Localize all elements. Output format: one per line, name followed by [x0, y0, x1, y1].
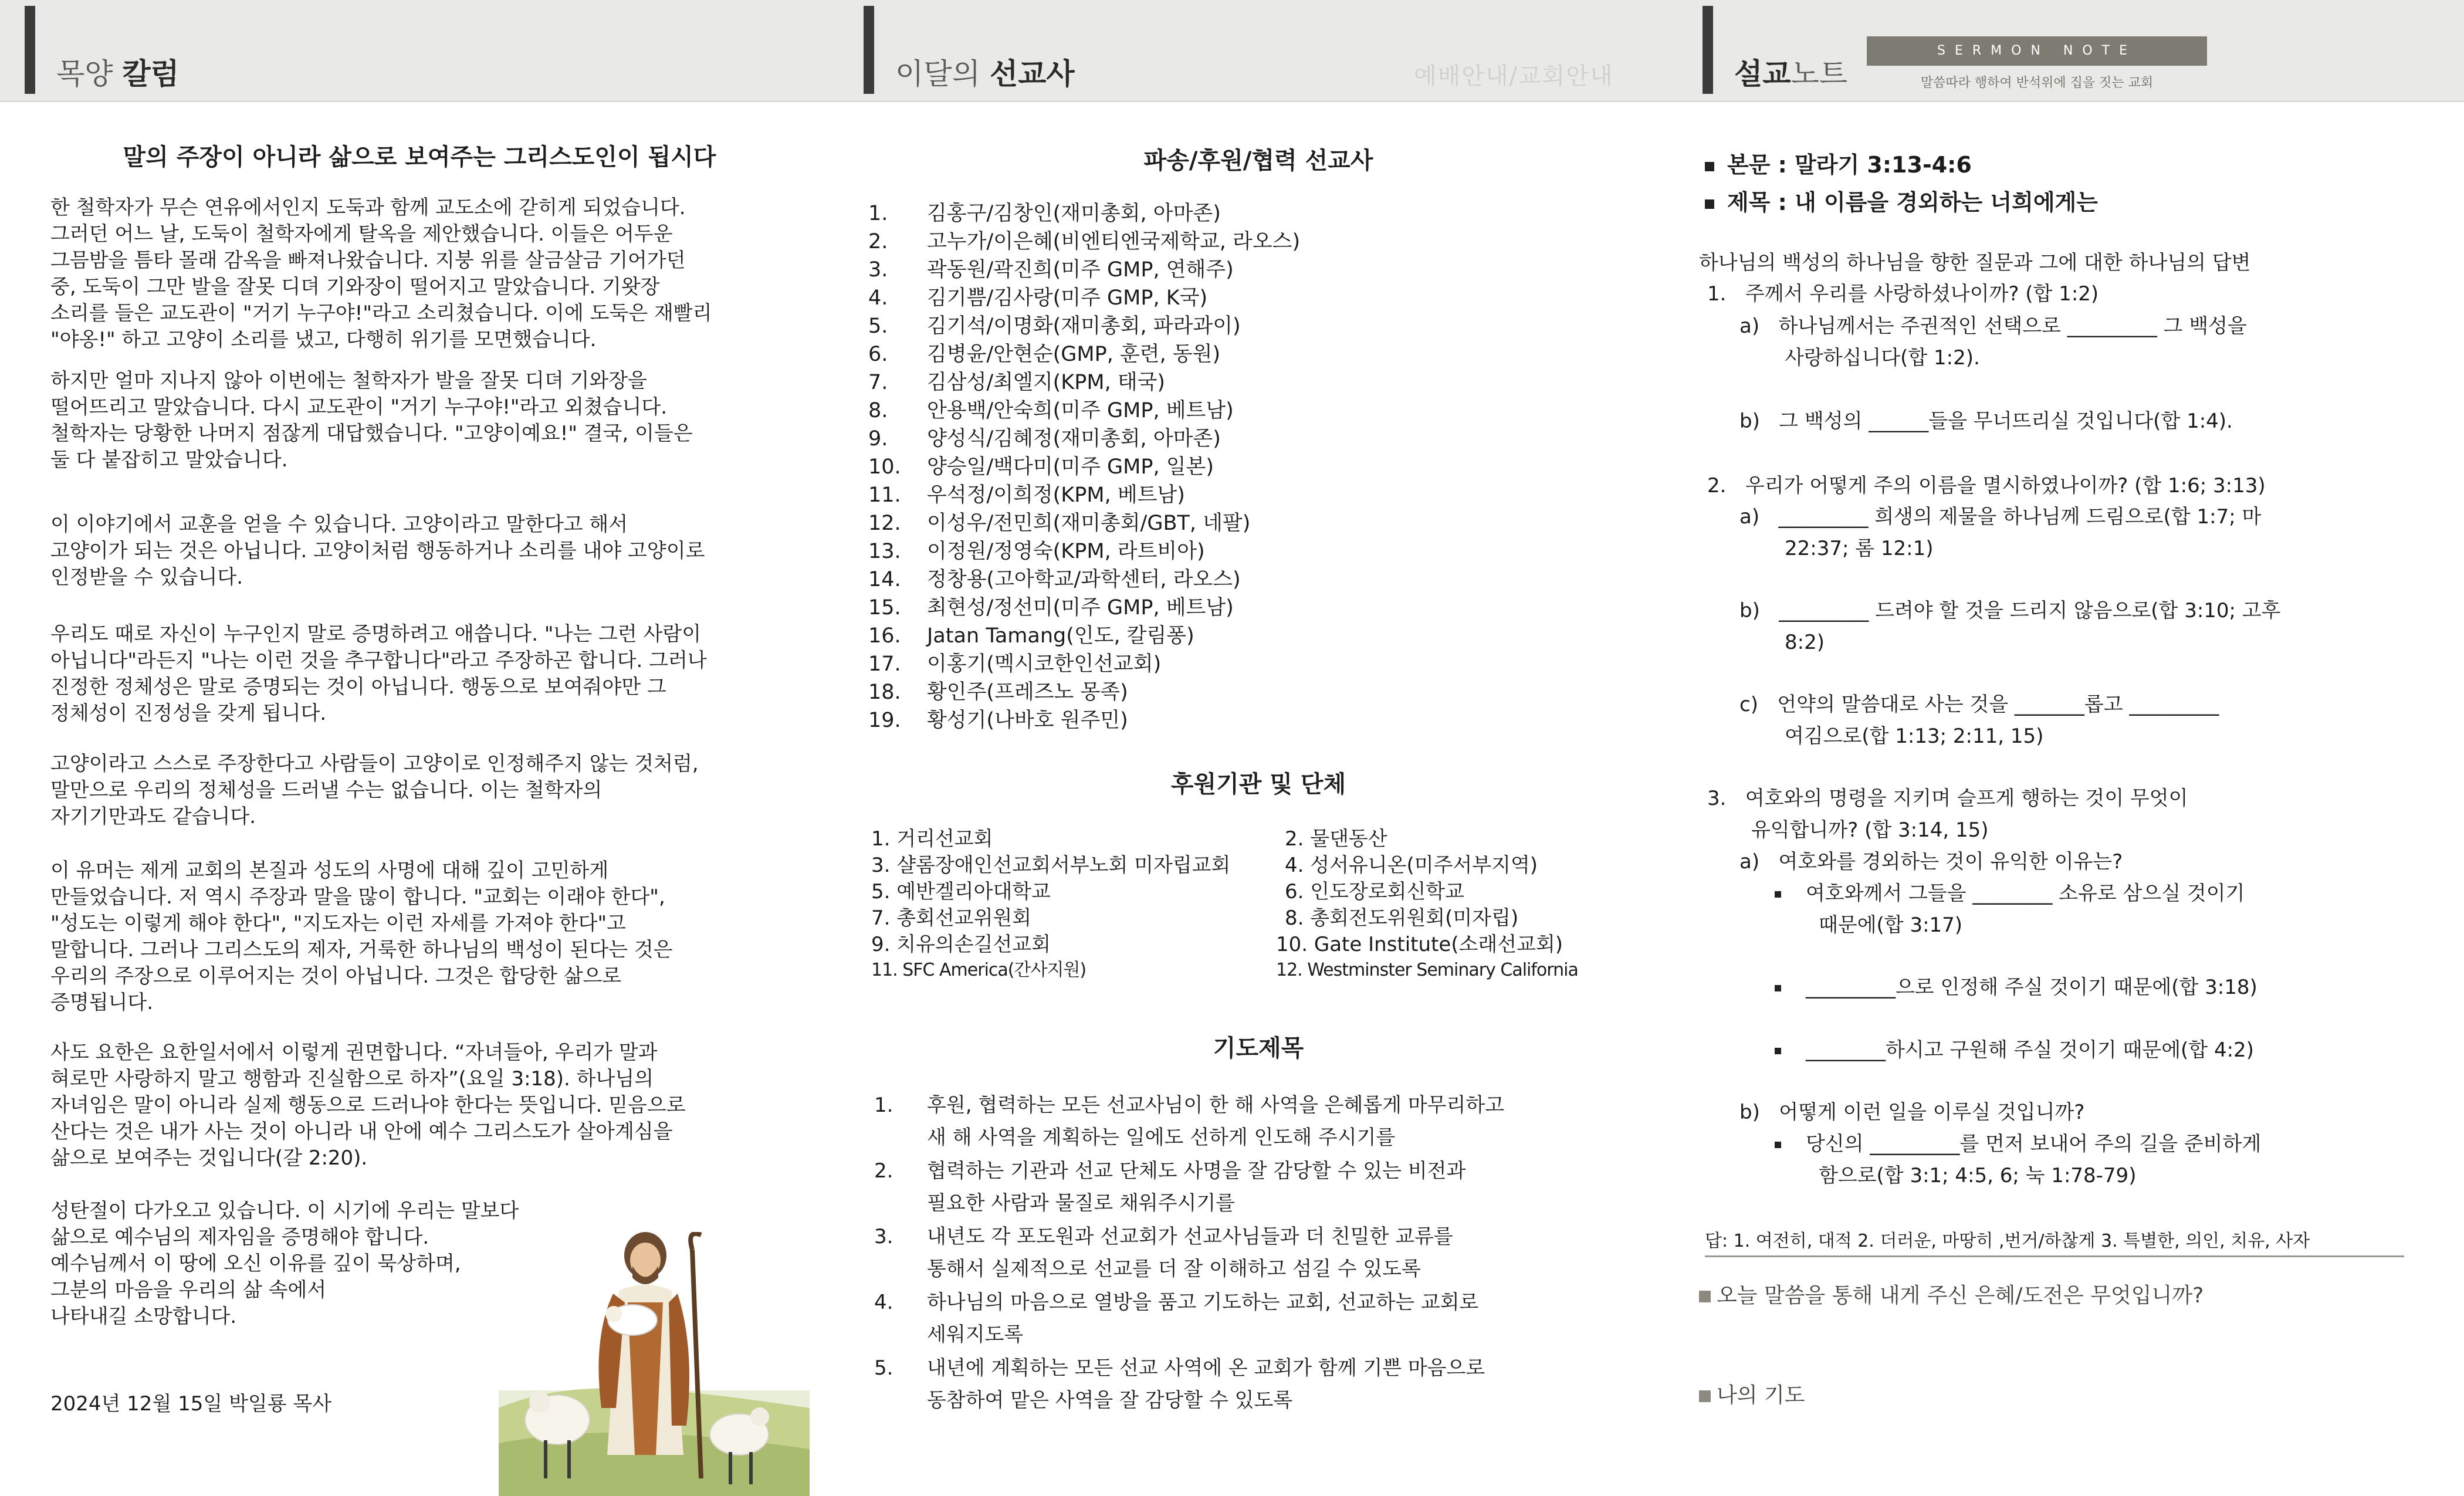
header-prefix: 이달의 — [895, 57, 980, 91]
column-paragraph: 사도 요한은 요한일서에서 이렇게 권면합니다. “자녀들아, 우리가 말과 혀로만 사랑하지 말고 행함과 진실함으로 하자”(요일 3:18). 하나님의 자녀임은 말이 아니라 실제 행동으로 드러나야 한다는 뜻입니다. 믿음으로 산다는 것은 내가 사는 것이 아니라 내 안에 예수 그리스도가 살아계심을 삶으로 보여주는 것입니다(갈 2:20). — [50, 1041, 686, 1170]
q2-b: b) _________ 드려야 할 것을 드리지 않음으로(합 3:10; 고후 — [1739, 599, 2281, 622]
missions-body: 파송/후원/협력 선교사 1. 김홍구/김창인(재미총회, 아마존) 2. 고누가/이은혜(비엔티엔국제학교, 라오스) 3. 곽동원/곽진희(미주 GMP, 연해주) 4. 김기쁨/김사랑(미주 GMP, K국) 5. 김기석/이명화(재미총회, 파라과이) 6. 김병윤/안현순(GMP, 훈련, 동원) 7. 김삼성/최엘지(KPM, 태국) 8. 안용백/안숙희(미주 GMP, 베트남) 9. 양성식/김혜정(재미총회, 아마존) 10. 양승일/백다미(미주 GMP, 일본) 11. 우석정/이희정(KPM, 베트남) 12. 이성우/전민희(재미총회/GBT, 네팔) 13. 이정원/정영숙(KPM, 라트비아) 14. 정창용(고아학교/과학센터, 라오스) 15. 최현성/정선미(미주 GMP, 베트남) 16. Jatan Tamang(인도, 칼림퐁) 17. 이홍기(멕시코한인선교회) 18. 황인주(프레즈노 몽족) 19. 황성기(나바호 원주민) 후원기관 및 단체 1. 거리선교회 3. 샬롬장애인선교회서부노회 미자립교회 5. 예반겔리아대학교 7. 총회선교위원회 9. 치유의손길선교회 11. SFC America(간사지원) 2. 물댄동산 4. 성서유니온(미주서부지역) 6. 인도장로회신학교 8. 총회전도위원회(미자립) 10. Gate Institute(소래선교회) 12. Westminster Seminary California 기도제목 1. 후원, 협력하는 모든 선교사님이 한 해 사역을 은혜롭게 마무리하고 새 해 사역을 계획하는 일에도 선하게 인도해 주시기를 2. 협력하는 기관과 선교 단체도 사명을 잘 감당할 수 있는 비전과 필요한 사람과 물질로 채워주시기를 3. 내년도 각 포도원과 선교회가 선교사님들과 더 친밀한 교류를 통해서 실제적으로 선교를 더 잘 이해하고 섬길 수 있도록 4. 하나님의 마음으로 열방을 품고 기도하는 교회, 선교하는 교회로 세워지도록 5. 내년에 계획하는 모든 선교 사역에 온 교회가 함께 기쁜 마음으로 동참하여 맡은 사역을 잘 감당할 수 있도록 — [839, 101, 1678, 1496]
sermon-header-title — [1734, 50, 1847, 93]
bullet-square-icon — [1775, 891, 1781, 898]
header-bold: 칼럼 — [122, 57, 180, 91]
sermon-intro: 하나님의 백성의 하나님을 향한 질문과 그에 대한 하나님의 답변 — [1699, 251, 2251, 275]
q1-a-cont: 사랑하십니다(합 1:2). — [1785, 346, 1980, 370]
q3-a-item-3: ________하시고 구원해 주실 것이기 때문에(합 4:2) — [1775, 1035, 2254, 1065]
q3-b-item-1-cont: 함으로(합 3:1; 4:5, 6; 눅 1:78-79) — [1819, 1164, 2137, 1187]
support-item: 7. 총회선교위원회 — [871, 906, 1032, 930]
bullet-square-icon — [1699, 1390, 1711, 1402]
support-item: 9. 치유의손길선교회 — [871, 933, 1051, 956]
column-paragraph: 이 이야기에서 교훈을 얻을 수 있습니다. 고양이라고 말한다고 해서 고양이가 되는 것은 아닙니다. 고양이처럼 행동하거나 소리를 내야 고양이로 인정받을 수 있습니다. — [50, 513, 705, 589]
column-paragraph: 하지만 얼마 지나지 않아 이번에는 철학자가 발을 잘못 디뎌 기와장을 떨어뜨리고 말았습니다. 다시 교도관이 "거기 누구야!"라고 외쳤습니다. 철학자는 당황한 나머지 점잖게 대답했습니다. "고양이예요!" 결국, 이들은 둘 다 붙잡히고 말았습니다. — [50, 369, 693, 472]
my-prayer-label: 나의 기도 — [1699, 1379, 1805, 1409]
missions-header — [839, 0, 1678, 102]
column-title: 말의 주장이 아니라 삶으로 보여주는 그리스도인이 됩시다 — [123, 144, 716, 171]
support-item: 1. 거리선교회 — [871, 827, 993, 851]
header-accent-bar — [25, 6, 35, 94]
q2-a: a) _________ 희생의 제물을 하나님께 드림으로(합 1:7; 마 — [1739, 505, 2262, 529]
prayer-section-title: 기도제목 — [1213, 1035, 1304, 1062]
shepherd-illustration — [499, 1232, 810, 1496]
sermon-header — [1678, 0, 2464, 102]
missions-header-title — [895, 50, 1075, 93]
header-accent-bar — [1703, 6, 1713, 94]
header-prefix: 목양 — [56, 57, 113, 91]
church-motto: 말씀따라 행하여 반석위에 집을 짓는 교회 — [1920, 76, 2154, 90]
q3-a-item-1: 여호와께서 그들을 ________ 소유로 삼으실 것이기 — [1775, 878, 2245, 909]
column-paragraph: 고양이라고 스스로 주장한다고 사람들이 고양이로 인정해주지 않는 것처럼, 말만으로 우리의 정체성을 드러낼 수는 없습니다. 이는 철학자의 자기기만과도 같습니다. — [50, 752, 699, 828]
header-bold: 설교 — [1734, 57, 1791, 91]
pastoral-column-panel — [0, 0, 839, 1496]
q3-a-item-2: _________으로 인정해 주실 것이기 때문에(합 3:18) — [1775, 972, 2257, 1003]
support-item: 8. 총회전도위원회(미자립) — [1285, 906, 1519, 930]
bullet-square-icon — [1705, 162, 1714, 171]
scripture-line: 본문 : 말라기 3:13-4:6 — [1705, 147, 1972, 179]
support-item: 3. 샬롬장애인선교회서부노회 미자립교회 — [871, 854, 1231, 877]
support-item: 12. Westminster Seminary California — [1276, 960, 1578, 980]
header-accent-bar — [864, 6, 874, 94]
question-3: 3. 여호와의 명령을 지키며 슬프게 행하는 것이 무엇이 — [1707, 787, 2188, 810]
reflection-prompt: 오늘 말씀을 통해 내게 주신 은혜/도전은 무엇입니까? — [1699, 1279, 2204, 1309]
sermon-note-panel — [1678, 0, 2464, 1496]
support-item: 11. SFC America(간사지원) — [871, 960, 1087, 980]
bullet-square-icon — [1775, 1048, 1781, 1054]
support-item: 4. 성서유니온(미주서부지역) — [1285, 854, 1538, 877]
missionary-section-title: 파송/후원/협력 선교사 — [1143, 147, 1373, 174]
column-header — [0, 0, 839, 102]
q3-a: a) 여호와를 경외하는 것이 유익한 이유는? — [1739, 850, 2123, 874]
answer-divider — [1705, 1255, 2404, 1257]
header-suffix: 노트 — [1791, 57, 1848, 91]
sermon-body — [1678, 101, 2464, 1496]
q1-b: b) 그 백성의 ______들을 무너뜨리실 것입니다(합 1:4). — [1739, 409, 2233, 433]
bullet-square-icon — [1705, 199, 1714, 209]
support-item: 10. Gate Institute(소래선교회) — [1276, 933, 1563, 956]
question-2: 2. 우리가 어떻게 주의 이름을 멸시하였나이까? (합 1:6; 3:13) — [1707, 474, 2266, 497]
q2-c-cont: 여김으로(합 1:13; 2:11, 15) — [1785, 725, 2044, 748]
missionary-panel — [839, 0, 1678, 1496]
support-item: 5. 예반겔리아대학교 — [871, 880, 1051, 903]
question-3-cont: 유익합니까? (합 3:14, 15) — [1751, 818, 1989, 842]
question-1: 1. 주께서 우리를 사랑하셨나이까? (합 1:2) — [1707, 282, 2099, 306]
column-paragraph: 한 철학자가 무슨 연유에서인지 도둑과 함께 교도소에 갇히게 되었습니다. 그러던 어느 날, 도둑이 철학자에게 탈옥을 제안했습니다. 이들은 어두운 그믐밤을 틈타 몰래 감옥을 빠져나왔습니다. 지붕 위를 살금살금 기어가던 중, 도둑이 그만 발을 잘못 디뎌 기와장이 떨어지고 말았습니다. 기왓장 소리를 들은 교도관이 "거기 누구야!"라고 소리쳤습니다. 이에 도둑은 재빨리 "야옹!" 하고 고양이 소리를 냈고, 다행히 위기를 모면했습니다. — [50, 196, 712, 351]
q3-a-item-1-cont: 때문에(합 3:17) — [1819, 913, 1963, 937]
support-item: 6. 인도장로회신학교 — [1285, 880, 1464, 903]
header-bold: 선교사 — [989, 57, 1075, 91]
support-item: 2. 물댄동산 — [1285, 827, 1387, 851]
signature: 2024년 12월 15일 박일룡 목사 — [50, 1392, 332, 1416]
sermon-note-band: SERMON NOTE — [1867, 36, 2207, 66]
title-line: 제목 : 내 이름을 경외하는 너희에게는 — [1705, 184, 2098, 216]
column-paragraph: 우리도 때로 자신이 누구인지 말로 증명하려고 애씁니다. "나는 그런 사람이 아닙니다"라든지 "나는 이런 것을 추구합니다"라고 주장하곤 합니다. 그러나 진정한 정체성은 말로 증명되는 것이 아닙니다. 행동으로 보여줘야만 그 정체성이 진정성을 갖게 됩니다. — [50, 622, 707, 725]
bullet-square-icon — [1775, 1142, 1781, 1148]
column-header-title — [56, 50, 179, 93]
bullet-square-icon — [1775, 985, 1781, 991]
bleed-through-text: 예배안내/교회안내 — [1414, 63, 1614, 90]
q2-a-cont: 22:37; 롬 12:1) — [1785, 537, 1934, 560]
q1-a: a) 하나님께서는 주권적인 선택으로 _________ 그 백성을 — [1739, 314, 2247, 338]
answer-key: 답: 1. 여전히, 대적 2. 더러운, 마땅히 ,번거/하찮게 3. 특별한, 의인, 치유, 사자 — [1705, 1231, 2310, 1251]
q2-b-cont: 8:2) — [1785, 631, 1825, 654]
bullet-square-icon — [1699, 1291, 1711, 1302]
support-section-title: 후원기관 및 단체 — [1170, 771, 1346, 798]
column-paragraph: 이 유머는 제게 교회의 본질과 성도의 사명에 대해 깊이 고민하게 만들었습니다. 저 역시 주장과 말을 많이 합니다. "교회는 이래야 한다", "성도는 이렇게 해야 한다", "지도자는 이런 자세를 가져야 한다"고 말합니다. 그러나 그리스도의 제자, 거룩한 하나님의 백성이 된다는 것은 우리의 주장으로 이루어지는 것이 아닙니다. 그것은 합당한 삶으로 증명됩니다. — [50, 859, 673, 1014]
q3-b: b) 어떻게 이런 일을 이루실 것입니까? — [1739, 1101, 2085, 1124]
q3-b-item-1: 당신의 _________를 먼저 보내어 주의 길을 준비하게 — [1775, 1129, 2261, 1159]
column-paragraph: 성탄절이 다가오고 있습니다. 이 시기에 우리는 말보다 삶으로 예수님의 제자임을 증명해야 합니다. 예수님께서 이 땅에 오신 이유를 깊이 묵상하며, 그분의 마음을 우리의 삶 속에서 나타내길 소망합니다. — [50, 1199, 519, 1328]
q2-c: c) 언약의 말씀대로 사는 것을 _______롭고 _________ — [1739, 693, 2219, 716]
